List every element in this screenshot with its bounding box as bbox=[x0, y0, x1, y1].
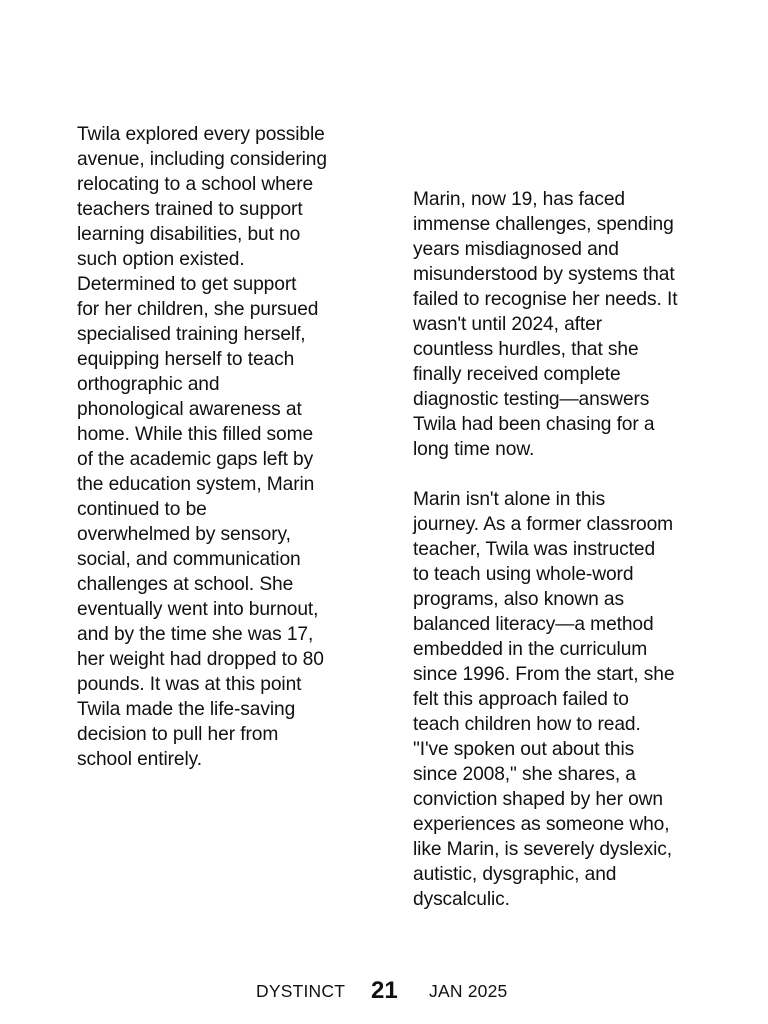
paragraph-1 bbox=[413, 187, 713, 462]
text-line: balanced literacy—a method bbox=[413, 614, 654, 635]
text-line: continued to be bbox=[77, 499, 207, 520]
text-line: overwhelmed by sensory, bbox=[77, 524, 291, 545]
paragraph-2 bbox=[413, 487, 713, 912]
text-line: wasn't until 2024, after bbox=[413, 314, 602, 335]
text-line: challenges at school. She bbox=[77, 574, 294, 595]
text-line: Twila had been chasing for a bbox=[413, 414, 655, 435]
text-line: conviction shaped by her own bbox=[413, 789, 663, 810]
text-line: embedded in the curriculum bbox=[413, 639, 648, 660]
text-line: felt this approach failed to bbox=[413, 689, 629, 710]
text-line: since 2008," she shares, a bbox=[413, 764, 636, 785]
text-line: Twila made the life-saving bbox=[77, 699, 296, 720]
text-line: programs, also known as bbox=[413, 589, 624, 610]
text-line: relocating to a school where bbox=[77, 174, 314, 195]
text-line: school entirely. bbox=[77, 749, 202, 770]
text-line: for her children, she pursued bbox=[77, 299, 319, 320]
text-line: and by the time she was 17, bbox=[77, 624, 314, 645]
text-line: Twila explored every possible bbox=[77, 124, 325, 145]
text-line: Marin isn't alone in this bbox=[413, 489, 606, 510]
text-line: such option existed. bbox=[77, 249, 245, 270]
text-line: teachers trained to support bbox=[77, 199, 303, 220]
text-line: long time now. bbox=[413, 439, 535, 460]
text-line: countless hurdles, that she bbox=[413, 339, 639, 360]
text-line: teach children how to read. bbox=[413, 714, 641, 735]
text-line: pounds. It was at this point bbox=[77, 674, 302, 695]
magazine-name: DYSTINCT bbox=[256, 981, 346, 1001]
text-line: dyscalculic. bbox=[413, 889, 510, 910]
text-line: like Marin, is severely dyslexic, bbox=[413, 839, 673, 860]
text-line: learning disabilities, but no bbox=[77, 224, 301, 245]
text-line: misunderstood by systems that bbox=[413, 264, 675, 285]
page-footer bbox=[0, 978, 768, 1008]
text-line: failed to recognise her needs. It bbox=[413, 289, 678, 310]
text-line: social, and communication bbox=[77, 549, 301, 570]
page-number: 21 bbox=[371, 977, 398, 1004]
text-line: diagnostic testing—answers bbox=[413, 389, 650, 410]
text-line: orthographic and bbox=[77, 374, 220, 395]
issue-date: JAN 2025 bbox=[429, 981, 508, 1001]
text-line: "I've spoken out about this bbox=[413, 739, 635, 760]
text-line: journey. As a former classroom bbox=[413, 514, 674, 535]
text-line: eventually went into burnout, bbox=[77, 599, 319, 620]
text-line: to teach using whole-word bbox=[413, 564, 634, 585]
text-line: years misdiagnosed and bbox=[413, 239, 619, 260]
text-line: immense challenges, spending bbox=[413, 214, 674, 235]
text-line: finally received complete bbox=[413, 364, 621, 385]
text-line: phonological awareness at bbox=[77, 399, 302, 420]
text-line: experiences as someone who, bbox=[413, 814, 670, 835]
text-line: equipping herself to teach bbox=[77, 349, 295, 370]
text-line: of the academic gaps left by bbox=[77, 449, 314, 470]
text-line: since 1996. From the start, she bbox=[413, 664, 675, 685]
text-line: autistic, dysgraphic, and bbox=[413, 864, 617, 885]
paragraph-spacer bbox=[413, 462, 713, 487]
text-line: teacher, Twila was instructed bbox=[413, 539, 656, 560]
left-column bbox=[77, 122, 367, 772]
text-line: the education system, Marin bbox=[77, 474, 315, 495]
text-line: Determined to get support bbox=[77, 274, 297, 295]
text-line: specialised training herself, bbox=[77, 324, 306, 345]
text-line: avenue, including considering bbox=[77, 149, 327, 170]
text-line: home. While this filled some bbox=[77, 424, 314, 445]
text-line: Marin, now 19, has faced bbox=[413, 189, 625, 210]
text-line: her weight had dropped to 80 bbox=[77, 649, 324, 670]
text-line: decision to pull her from bbox=[77, 724, 279, 745]
right-column bbox=[413, 187, 713, 912]
